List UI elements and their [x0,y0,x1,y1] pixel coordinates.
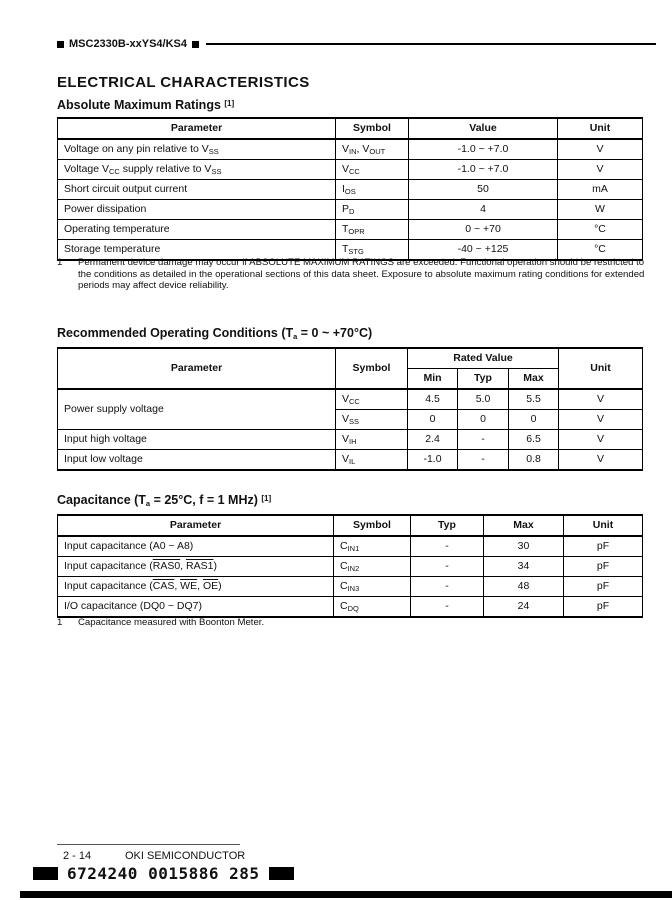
symbol-cell: $P_D$ [336,200,409,220]
unit-cell: V [558,139,643,160]
page-number: 2 - 14 [63,850,92,862]
footer-rule [57,844,240,845]
table-row [58,430,643,450]
parameter-cell: Input capacitance (A0 ~ A8) [58,536,334,557]
min-cell: 2.4 [408,430,458,450]
typ-cell: - [411,536,484,557]
value-cell: 0 ~ +70 [409,220,558,240]
table-row [58,389,643,410]
section-heading-capacitance: Capacitance ($T_a = 25^\circ C$, f = 1 MHz) [1] [57,493,272,508]
column-header-parameter: Parameter [58,348,336,389]
unit-cell: V [559,410,643,430]
footnote [57,617,653,629]
unit-cell: pF [564,536,643,557]
column-header-max: Max [509,369,559,390]
typ-cell: - [411,577,484,597]
typ-cell: - [458,430,509,450]
max-cell: 5.5 [509,389,559,410]
column-header-symbol: Symbol [336,118,409,139]
table-header-row [58,515,643,536]
value-cell: -40 ~ +125 [409,240,558,261]
symbol-cell: $V_{IN}$, $V_{OUT}$ [336,139,409,160]
parameter-cell: Input low voltage [58,450,336,471]
symbol-cell: $C_{IN3}$ [334,577,411,597]
parameter-cell: Operating temperature [58,220,336,240]
typ-cell: - [411,597,484,618]
column-header-unit: Unit [559,348,643,389]
table-row [58,597,643,618]
max-cell: 6.5 [509,430,559,450]
column-header-value: Value [409,118,558,139]
parameter-cell: Input capacitance (RAS0, RAS1) [58,557,334,577]
symbol-cell: $T_{STG}$ [336,240,409,261]
unit-cell: V [558,160,643,180]
column-header-min: Min [408,369,458,390]
column-header-symbol: Symbol [336,348,408,389]
company-name: OKI SEMICONDUCTOR [125,850,246,862]
max-cell: 34 [484,557,564,577]
symbol-cell: $C_{DQ}$ [334,597,411,618]
footnote-text: Capacitance measured with Boonton Meter. [78,617,265,628]
page-header [57,38,656,50]
unit-cell: V [559,389,643,410]
section-heading-absolute-maximum-ratings: Absolute Maximum Ratings [1] [57,98,235,112]
parameter-cell: Voltage $V_{CC}$ supply relative to $V_{SS}$ [58,160,336,180]
table-row [58,180,643,200]
column-header-rated-value: Rated Value [408,348,559,369]
absolute-maximum-ratings-table [57,117,643,261]
parameter-cell: Storage temperature [58,240,336,261]
recommended-operating-conditions-table [57,347,643,471]
unit-cell: W [558,200,643,220]
unit-cell: pF [564,557,643,577]
footnote [57,257,653,292]
unit-cell: °C [558,220,643,240]
page-footer [63,850,245,862]
parameter-cell: Short circuit output current [58,180,336,200]
section-heading-recommended-operating-conditions: Recommended Operating Conditions ($T_a = 0$ ~ +70°C) [57,326,373,341]
column-header-unit: Unit [558,118,643,139]
symbol-cell: $C_{IN1}$ [334,536,411,557]
column-header-max: Max [484,515,564,536]
typ-cell: - [458,450,509,471]
barcode-digits: 6724240 0015886 285 [67,864,260,883]
parameter-cell: Power supply voltage [58,389,336,430]
max-cell: 0.8 [509,450,559,471]
table-row [58,139,643,160]
min-cell: 0 [408,410,458,430]
unit-cell: V [559,430,643,450]
max-cell: 0 [509,410,559,430]
column-header-parameter: Parameter [58,118,336,139]
unit-cell: °C [558,240,643,261]
footnote-text: Permanent device damage may occur if ABSOLUTE MAXIMUM RATINGS are exceeded. Functional operation should be restricted to the conditions as detailed in the operational sections of this data sheet. Exposure to absolute maximum rating conditions for extended periods may affect device reliability. [78,257,645,291]
black-square-icon [192,41,199,48]
table-row [58,200,643,220]
max-cell: 24 [484,597,564,618]
column-header-unit: Unit [564,515,643,536]
parameter-cell: Voltage on any pin relative to $V_{SS}$ [58,139,336,160]
table-row [58,220,643,240]
part-number-block [57,38,199,50]
max-cell: 30 [484,536,564,557]
header-rule [206,43,656,45]
symbol-cell: $V_{IL}$ [336,450,408,471]
table-header-row [58,118,643,139]
symbol-cell: $I_{OS}$ [336,180,409,200]
value-cell: -1.0 ~ +7.0 [409,160,558,180]
table-row [58,536,643,557]
column-header-typ: Typ [411,515,484,536]
part-number: MSC2330B-xxYS4/KS4 [69,38,188,50]
footnote-number: 1 [57,257,63,268]
parameter-cell: Input high voltage [58,430,336,450]
table-row [58,450,643,471]
black-square-icon [269,867,294,880]
column-header-parameter: Parameter [58,515,334,536]
column-header-typ: Typ [458,369,509,390]
symbol-cell: $V_{CC}$ [336,389,408,410]
typ-cell: 5.0 [458,389,509,410]
page-title: ELECTRICAL CHARACTERISTICS [57,74,310,91]
barcode-line [33,864,294,883]
table-row [58,160,643,180]
symbol-cell: $T_{OPR}$ [336,220,409,240]
symbol-cell: $C_{IN2}$ [334,557,411,577]
unit-cell: mA [558,180,643,200]
parameter-cell: Input capacitance ($\overline{CAS}$, $\overline{WE}$, $\overline{OE}$) [58,577,334,597]
unit-cell: pF [564,597,643,618]
table-header-row [58,348,643,369]
typ-cell: 0 [458,410,509,430]
min-cell: 4.5 [408,389,458,410]
parameter-cell: I/O capacitance (DQ0 ~ DQ7) [58,597,334,618]
unit-cell: V [559,450,643,471]
black-square-icon [57,41,64,48]
capacitance-table [57,514,643,618]
parameter-cell: Power dissipation [58,200,336,220]
max-cell: 48 [484,577,564,597]
value-cell: -1.0 ~ +7.0 [409,139,558,160]
page-bottom-bar [20,891,672,898]
footnote-number: 1 [57,617,63,628]
value-cell: 50 [409,180,558,200]
symbol-cell: $V_{CC}$ [336,160,409,180]
typ-cell: - [411,557,484,577]
symbol-cell: $V_{IH}$ [336,430,408,450]
unit-cell: pF [564,577,643,597]
symbol-cell: $V_{SS}$ [336,410,408,430]
min-cell: -1.0 [408,450,458,471]
black-square-icon [33,867,58,880]
column-header-symbol: Symbol [334,515,411,536]
table-row [58,577,643,597]
value-cell: 4 [409,200,558,220]
table-row [58,557,643,577]
